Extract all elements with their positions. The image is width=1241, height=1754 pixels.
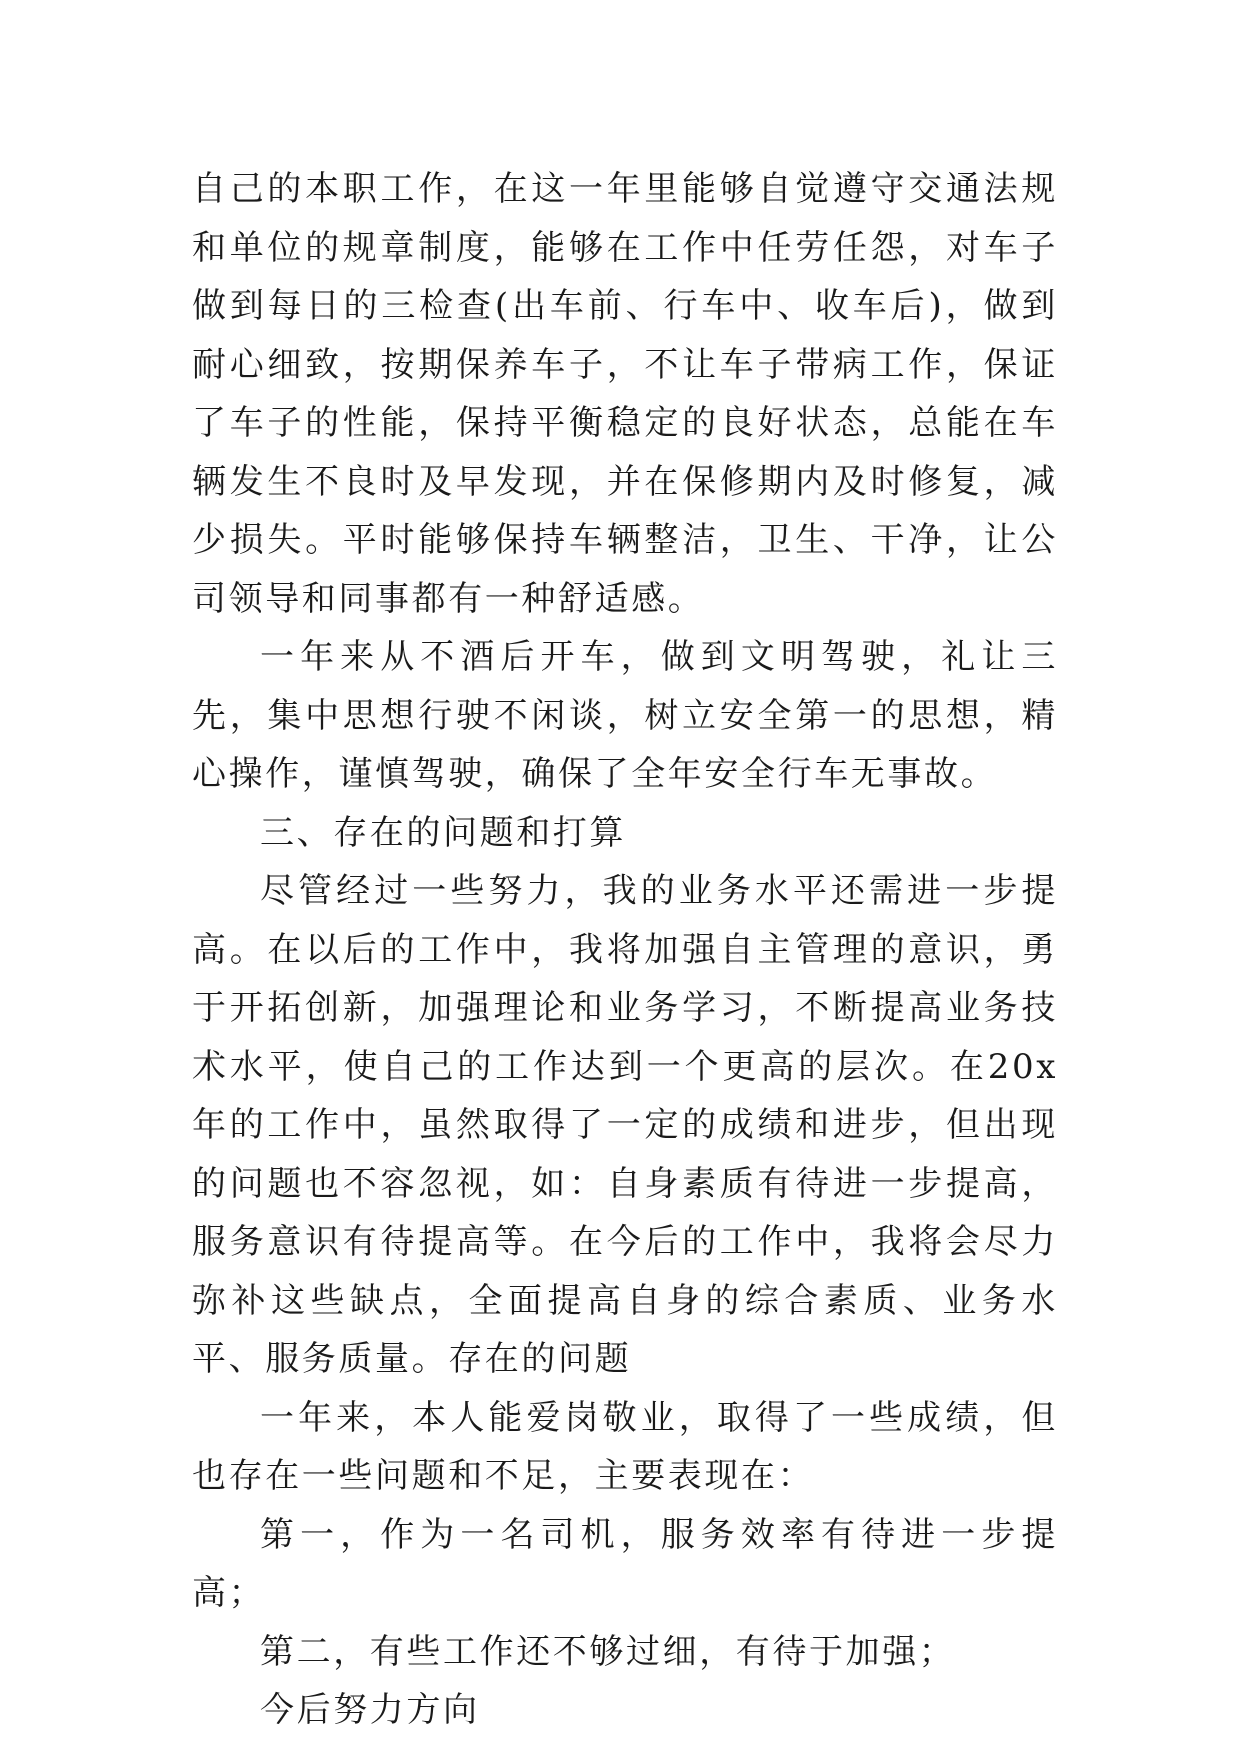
section-heading-problems-and-plans: 三、存在的问题和打算: [260, 812, 626, 853]
list-item-first: 第一，作为一名司机，服务效率有待进一步提高；: [192, 1514, 1058, 1613]
paragraph-driving-duties: 自己的本职工作，在这一年里能够自觉遵守交通法规和单位的规章制度，能够在工作中任劳任怨，对车子做到每日的三检查(出车前、行车中、收车后)，做到耐心细致，按期保养车子，不让车子带病工作，保证了车子的性能，保持平衡稳定的良好状态，总能在车辆发生不良时及早发现，并在保修期内及时修复，减少损失。平时能够保持车辆整洁，卫生、干净，让公司领导和同事都有一种舒适感。: [192, 169, 1058, 619]
paragraph-safe-driving: 一年来从不酒后开车，做到文明驾驶，礼让三先，集中思想行驶不闲谈，树立安全第一的思想，精心操作，谨慎驾驶，确保了全年安全行车无事故。: [192, 637, 1058, 794]
list-item-second: 第二，有些工作还不够过细，有待于加强；: [260, 1631, 956, 1672]
heading-future-direction: 今后努力方向: [260, 1690, 480, 1730]
body-text: [192, 160, 1058, 1740]
paragraph-improvement: 尽管经过一些努力，我的业务水平还需进一步提高。在以后的工作中，我将加强自主管理的意识，勇于开拓创新，加强理论和业务学习，不断提高业务技术水平，使自己的工作达到一个更高的层次。在20x年的工作中，虽然取得了一定的成绩和进步，但出现的问题也不容忽视，如：自身素质有待进一步提高，服务意识有待提高等。在今后的工作中，我将会尽力弥补这些缺点，全面提高自身的综合素质、业务水平、服务质量。存在的问题: [192, 871, 1058, 1379]
paragraph-shortcomings-intro: 一年来，本人能爱岗敬业，取得了一些成绩，但也存在一些问题和不足，主要表现在：: [192, 1397, 1058, 1496]
